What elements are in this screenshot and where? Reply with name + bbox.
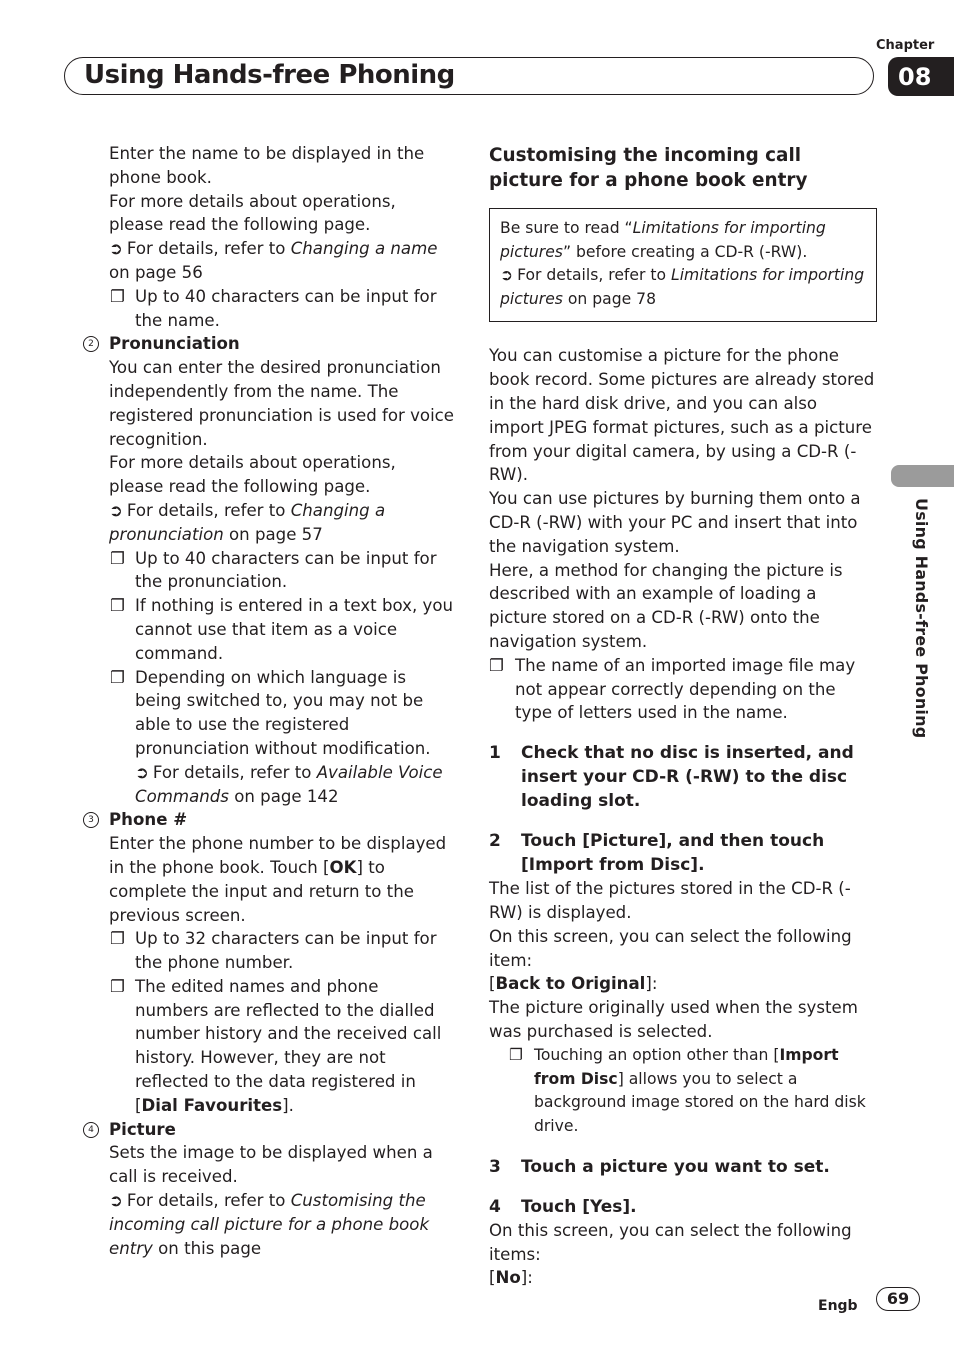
cross-reference: ➲ For details, refer to Limitations for importing pictures on page 78 xyxy=(500,266,865,308)
paragraph: Enter the name to be displayed in the phone book. xyxy=(109,144,425,187)
note-bullet: ❐ Depending on which language is being switched to, you may not be able to use the registered pronunciation without modification. xyxy=(110,667,431,758)
checkbox-bullet-icon: ❐ xyxy=(110,929,125,949)
section-heading: Customising the incoming call picture for a phone book entry xyxy=(489,145,808,191)
paragraph: You can enter the desired pronunciation independently from the name. The registered pronunciation is used for voice recognition. xyxy=(109,358,455,449)
paragraph: Sets the image to be displayed when a call is received. xyxy=(109,1143,433,1187)
page-title: Using Hands-free Phoning xyxy=(84,60,455,90)
arrow-icon: ➲ xyxy=(109,500,123,520)
item-heading: 2 Pronunciation xyxy=(83,332,455,356)
side-tab-marker xyxy=(891,465,954,487)
checkbox-bullet-icon: ❐ xyxy=(110,976,125,996)
checkbox-bullet-icon: ❐ xyxy=(110,667,125,687)
side-tab-title: Using Hands-free Phoning xyxy=(912,498,931,739)
step-heading: 4 Touch [Yes]. xyxy=(489,1196,637,1217)
chapter-number: 08 xyxy=(888,57,954,96)
chapter-label: Chapter xyxy=(876,38,935,53)
paragraph: The list of the pictures stored in the CD-R (-RW) is displayed. xyxy=(489,879,851,922)
right-column xyxy=(489,142,877,1290)
paragraph: For more details about operations, please read the following page. xyxy=(109,191,396,235)
note-bullet: ❐ Touching an option other than [Import from Disc] allows you to select a background image stored on the hard disk drive. xyxy=(509,1045,866,1136)
step-heading: 1 Check that no disc is inserted, and insert your CD-R (-RW) to the disc loading slot. xyxy=(489,743,854,812)
checkbox-bullet-icon: ❐ xyxy=(110,286,125,306)
step-heading: 2 Touch [Picture], and then touch [Import from Disc]. xyxy=(489,831,825,876)
cross-reference: ➲ For details, refer to Available Voice Commands on page 142 xyxy=(135,762,443,806)
note-bullet: ❐ Up to 40 characters can be input for the name. xyxy=(110,286,437,330)
note-bullet: ❐ Up to 32 characters can be input for the phone number. xyxy=(110,929,437,973)
paragraph: You can customise a picture for the phone book record. Some pictures are already stored in the hard disk drive, and you can also import JPEG format pictures, such as a picture from your digital camera, by using a CD-R (-RW). xyxy=(489,346,875,485)
paragraph: On this screen, you can select the following items: xyxy=(489,1220,852,1264)
step-heading: 3 Touch a picture you want to set. xyxy=(489,1156,830,1177)
circled-number: 4 xyxy=(83,1122,99,1138)
note-bullet: ❐ The edited names and phone numbers are reflected to the dialled number history and the received call history. However, they are not reflected to the data registered in [Dial Favourites]. xyxy=(110,976,442,1115)
language-code: Engb xyxy=(818,1298,858,1314)
arrow-icon: ➲ xyxy=(109,1191,123,1211)
checkbox-bullet-icon: ❐ xyxy=(110,548,125,568)
checkbox-bullet-icon: ❐ xyxy=(509,1045,523,1064)
arrow-icon: ➲ xyxy=(135,762,149,782)
paragraph: On this screen, you can select the following item: xyxy=(489,926,852,970)
left-column xyxy=(83,142,455,1260)
note-bullet: ❐ If nothing is entered in a text box, you cannot use that item as a voice command. xyxy=(110,596,453,663)
note-bullet: ❐ The name of an imported image file may not appear correctly depending on the type of letters used in the name. xyxy=(489,655,856,723)
arrow-icon: ➲ xyxy=(500,266,514,285)
checkbox-bullet-icon: ❐ xyxy=(110,596,125,616)
cross-reference: ➲ For details, refer to Customising the incoming call picture for a phone book entry on this page xyxy=(109,1191,430,1258)
option-label: [No]: xyxy=(489,1268,533,1288)
circled-number: 2 xyxy=(83,336,99,352)
paragraph: Here, a method for changing the picture is described with an example of loading a picture stored on a CD-R (-RW) onto the navigation system. xyxy=(489,560,843,651)
item-heading: 4 Picture xyxy=(83,1118,455,1142)
page-number: 69 xyxy=(876,1287,920,1311)
paragraph: Enter the phone number to be displayed in the phone book. Touch [OK] to complete the input and return to the previous screen. xyxy=(109,834,447,925)
checkbox-bullet-icon: ❐ xyxy=(489,655,504,675)
item-heading: 3 Phone # xyxy=(83,808,455,832)
paragraph: For more details about operations, please read the following page. xyxy=(109,453,396,497)
note-box xyxy=(489,208,877,322)
paragraph: The picture originally used when the system was purchased is selected. xyxy=(489,998,858,1041)
paragraph: You can use pictures by burning them onto a CD-R (-RW) with your PC and insert that into the navigation system. xyxy=(489,489,861,556)
cross-reference: ➲ For details, refer to Changing a pronunciation on page 57 xyxy=(109,500,386,544)
option-label: [Back to Original]: xyxy=(489,974,658,994)
note-text: Be sure to read “Limitations for importing pictures” before creating a CD-R (-RW). xyxy=(500,219,826,261)
note-bullet: ❐ Up to 40 characters can be input for the pronunciation. xyxy=(110,548,437,592)
circled-number: 3 xyxy=(83,812,99,828)
arrow-icon: ➲ xyxy=(109,239,123,259)
cross-reference: ➲ For details, refer to Changing a name on page 56 xyxy=(109,239,438,282)
